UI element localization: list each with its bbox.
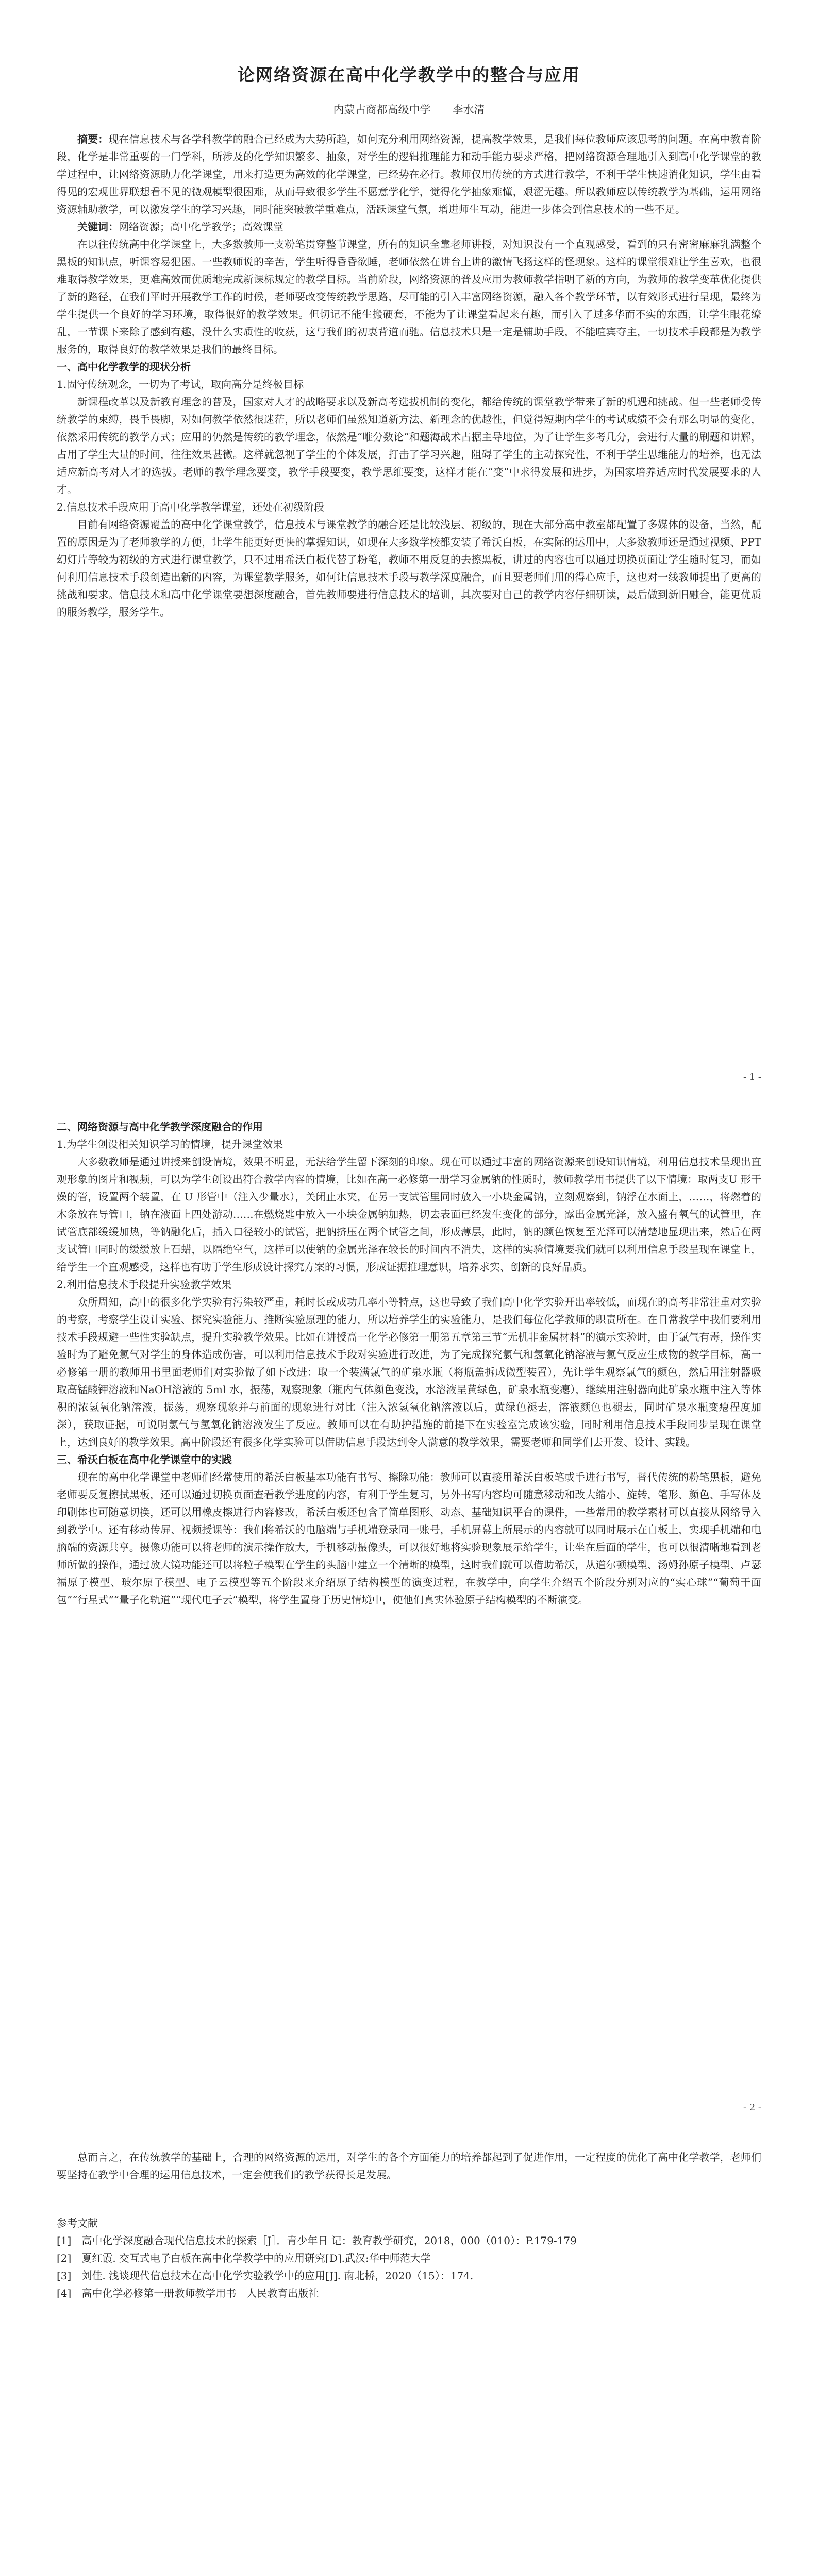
section-2-2-paragraph: 众所周知，高中的很多化学实验有污染较严重，耗时长或成功几率小等特点，这也导致了我们高中化学实验开出率较低，而现在的高考非常注重对实验的考察，考察学生设计实验、探究实验能力、推断实验原理的能力，所以培养学生的实验能力，是我们每位化学教师的职责所在。在日常教学中我们要利用技术手段规避一些性实验缺点，提升实验教学效果。比如在讲授高一化学必修第一册第五章第三节“无机非金属材料”的演示实验时，由于氯气有毒，操作实验时为了避免氯气对学生的身体造成伤害，可以利用信息技术手段对实验进行改进，为了完成探究氯气和氢氧化钠溶液与氯气反应生成物的教学目标，高一必修第一册的教师用书里面老师们对实验做了如下改进：取一个装满氯气的矿泉水瓶（将瓶盖拆成微型装置），先让学生观察氯气的颜色，然后用注射器吸取高锰酸钾溶液和NaOH溶液的 5ml 水，振荡，观察现象（瓶内气体颜色变浅，水溶液呈黄绿色，矿泉水瓶变瘪），继续用注射器向此矿泉水瓶中注入等体积的浓氢氧化钠溶液，振荡，观察现象并与前面的现象进行对比（注入浓氢氧化钠溶液以后，黄绿色褪去，溶液颜色也褪去，同时矿泉水瓶变瘪程度加深），获取证据，可说明氯气与氢氧化钠溶液发生了反应。教师可以在有助护措施的前提下在实验室完成该实验，同时利用信息技术手段同步呈现在课堂上，达到良好的教学效果。高中阶段还有很多化学实验可以借助信息手段达到令人满意的教学效果，需要老师和同学们去开发、设计、实践。 [57,1296,761,1448]
section-2-1-heading: 1.为学生创设相关知识学习的情境，提升课堂效果 [57,1138,283,1150]
reference-item: [4] 高中化学必修第一册教师教学用书 人民教育出版社 [57,2287,319,2299]
references-title: 参考文献 [57,2217,98,2229]
section-2-2-heading: 2.利用信息技术手段提升实验教学效果 [57,1278,232,1291]
section-2-1-paragraph: 大多数教师是通过讲授来创设情境，效果不明显，无法给学生留下深刻的印象。现在可以通过丰富的网络资源来创设知识情境，利用信息技术呈现出直观形象的图片和视频，可以为学生创设出符合教学内容的情境，比如在高一必修第一册学习金属钠的性质时，教师教学用书提供了以下情境：取两支U 形干燥的管，设置两个装置，在 U 形管中（注入少量水），关闭止水夹，在另一支试管里同时放入一小块金属钠，立刻观察到，钠浮在水面上，……，将燃着的木条放在导管口，钠在液面上四处游动……在燃烧匙中放入一小块金属钠加热，切去表面已经发生变化的部分，露出金属光泽，放入盛有氧气的试管里，在试管底部缓缓加热，等钠融化后，插入口径较小的试管，把钠挤压在两个试管之间，形成薄层，此时，钠的颜色恢复至光泽可以清楚地显现出来，然后在两支试管口同时的缓缓放上石蜡，以隔绝空气，这样可以使钠的金属光泽在较长的时间内不消失，这样的实验情境要我们就可以利用信息手段呈现在课堂上，给学生一个直观感受，这样也有助于学生形成设计探究方案的习惯，形成证据推理意识，培养求实、创新的良好品质。 [57,1156,761,1273]
page-2 [0,1103,818,2133]
section-1-1-paragraph: 新课程改革以及新教育理念的普及，国家对人才的战略要求以及新高考选拔机制的变化，都给传统的课堂教学带来了新的机遇和挑战。但一些老师受传统教学的束缚，畏手畏脚，对如何教学依然很迷茫，所以老师们虽然知道新方法、新理念的优越性，但觉得短期内学生的考试成绩不会有那么明显的变化，依然采用传统的教学方式；应用的仍然是传统的教学理念，依然是“唯分数论”和题海战术占据主导地位，为了让学生多考几分，会进行大量的刷题和讲解，占用了学生大量的时间，往往效果甚微。这样就忽视了学生的个体发展，打击了学习兴趣，阻碍了学生的主动探究性，不利于学生思维能力的培养，也无法适应新高考对人才的选拔。老师的教学理念要变，教学手段要变，教学思维要变，这样才能在“变”中求得发展和进步，为国家培养适应时代发展要求的人才。 [57,396,761,496]
article-title: 论网络资源在高中化学教学中的整合与应用 [238,65,580,85]
section-2-heading: 二、网络资源与高中化学教学深度融合的作用 [57,1121,263,1133]
reference-item: [1] 高中化学深度融合现代信息技术的探索［J］．青少年日 记：教育教学研究，2018，000（010）：P.179-179 [57,2234,577,2247]
reference-item: [3] 刘佳. 浅谈现代信息技术在高中化学实验教学中的应用[J]. 南北桥，2020（15）：174. [57,2269,474,2282]
keywords [57,218,761,235]
section-1-heading: 一、高中化学教学的现状分析 [57,361,191,373]
page-1 [0,0,818,1103]
section-1-2-heading: 2.信息技术手段应用于高中化学教学课堂，还处在初级阶段 [57,501,325,513]
section-1-2-paragraph: 目前有网络资源覆盖的高中化学课堂教学，信息技术与课堂教学的融合还是比较浅层、初级的，现在大部分高中教室都配置了多媒体的设备，当然，配置的原因是为了老师教学的方便，让学生能更好更快的掌握知识，如现在大多数学校都安装了希沃白板，在实际的运用中，大多数教师还是通过视频、PPT 幻灯片等较为初级的方式进行课堂教学，只不过用希沃白板代替了粉笔，教师不用反复的去擦黑板，讲过的内容也可以通过切换页面让学生随时复习，而如何利用信息技术手段创造出新的内容，为课堂教学服务，如何让信息技术手段与教学深度融合，而且要老师们用的得心应手，这也对一线教师提出了更高的挑战和要求。信息技术和高中化学课堂要想深度融合，首先教师要进行信息技术的培训，其次要对自己的教学内容仔细研读，最后做到新旧融合，能更优质的服务教学，服务学生。 [57,518,761,618]
page-number-1: - 1 - [743,1072,761,1082]
section-3-heading: 三、希沃白板在高中化学课堂中的实践 [57,1453,232,1466]
section-1-1-heading: 1.固守传统观念，一切为了考试，取向高分是终极目标 [57,378,304,391]
section-3-paragraph-1: 现在的高中化学课堂中老师们经常使用的希沃白板基本功能有书写、擦除功能：教师可以直接用希沃白板笔或手进行书写，替代传统的粉笔黑板，避免老师要反复擦拭黑板，还可以通过切换页面查看教学进度的内容，有利于学生复习，另外书写内容均可随意移动和改大缩小、旋转，笔形、颜色、手写体及印刷体也可随意切换，还可以用橡皮擦进行内容修改，希沃白板还包含了简单图形、动态、基础知识平台的课件，一些常用的教学素材可以直接从网络导入到教学中。还有移动传屏、视频授课等：我们将希沃的电脑端与手机端登录同一账号，手机屏幕上所展示的内容就可以同时展示在白板上，实现手机端和电脑端的资源共享。摄像功能可以将老师的演示操作放大，手机移动摄像头，可以很好地将实验现象展示给学生，让坐在后面的学生，也可以很清晰地看到老师所做的操作，通过放大镜功能还可以将粒子模型在学生的头脑中建立一个清晰的模型，这时我们就可以借助希沃，从道尔顿模型、汤姆孙原子模型、卢瑟福原子模型、玻尔原子模型、电子云模型等五个阶段来介绍原子结构模型的演变过程，在教学中，向学生介绍五个阶段分别对应的“实心球”“葡萄干面包”“行星式”“量子化轨道”“现代电子云”模型，将学生置身于历史情境中，使他们真实体验原子结构模型的不断演变。 [57,1471,761,1606]
page-number-2: - 2 - [743,2102,761,2113]
section-3-paragraph-2: 总而言之，在传统教学的基础上，合理的网络资源的运用，对学生的各个方面能力的培养都起到了促进作用，一定程度的优化了高中化学教学，老师们要坚持在教学中合理的运用信息技术，一定会使我们的教学获得长足发展。 [57,2151,761,2181]
author-line: 内蒙古商都高级中学 李水清 [333,104,485,116]
abstract-label: 摘要： [77,133,109,145]
keywords-label: 关键词： [77,221,119,233]
intro-paragraph: 在以往传统高中化学课堂上，大多数教师一支粉笔贯穿整节课堂，所有的知识全靠老师讲授，对知识没有一个直观感受，看到的只有密密麻麻乳满整个黑板的知识点，听课容易犯困。一些教师说的辛苦，学生听得昏昏欲睡，老师依然在讲台上讲的激情飞扬这样的怪现象。这样的课堂很难让学生喜欢，也很难取得教学效果，更难高效而优质地完成新课标规定的教学目标。当前阶段，网络资源的普及应用为教师教学指明了新的方向，为教师的教学变革优化提供了新的路径，在我们平时开展教学工作的时候，老师要改变传统教学思路，尽可能的引入丰富网络资源，融入各个教学环节，以有效形式进行呈现，最终为学生提供一个良好的学习环境，取得很好的教学效果。但切记不能生搬硬套，不能为了让课堂看起来有趣，而引入了过多华而不实的东西，让学生眼花缭乱，一节课下来除了感到有趣，没什么实质性的收获，这与我们的初衷背道而驰。信息技术只是一定是辅助手段，不能喧宾夺主，一切技术手段都是为教学服务的，取得良好的教学效果是我们的最终目标。 [57,238,761,355]
abstract-text: 现在信息技术与各学科教学的融合已经成为大势所趋，如何充分利用网络资源，提高教学效果，是我们每位教师应该思考的问题。在高中教育阶段，化学是非常重要的一门学科，所涉及的化学知识繁多、抽象，对学生的逻辑推理能力和动手能力要求严格，把网络资源合理地引入到高中化学课堂的教学过程中，让网络资源助力化学课堂，用来打造更为高效的化学课堂，已经势在必行。教师仅用传统的方式进行教学，不利于学生快速消化知识，学生由看得见的宏观世界联想看不见的微观模型很困难，从而导致很多学生不愿意学化学，觉得化学抽象难懂，艰涩无趣。所以教师应以传统教学为基础，运用网络资源辅助教学，可以激发学生的学习兴趣，同时能突破教学重难点，活跃课堂气氛，增进师生互动，能进一步体会到信息技术的一些不足。 [57,133,762,215]
keywords-text: 网络资源；高中化学教学；高效课堂 [119,221,283,233]
spacer [57,2183,761,2214]
page-3 [0,2133,818,2576]
reference-item: [2] 夏红霞. 交互式电子白板在高中化学教学中的应用研究[D].武汉:华中师范大学 [57,2252,431,2264]
abstract [57,130,761,218]
